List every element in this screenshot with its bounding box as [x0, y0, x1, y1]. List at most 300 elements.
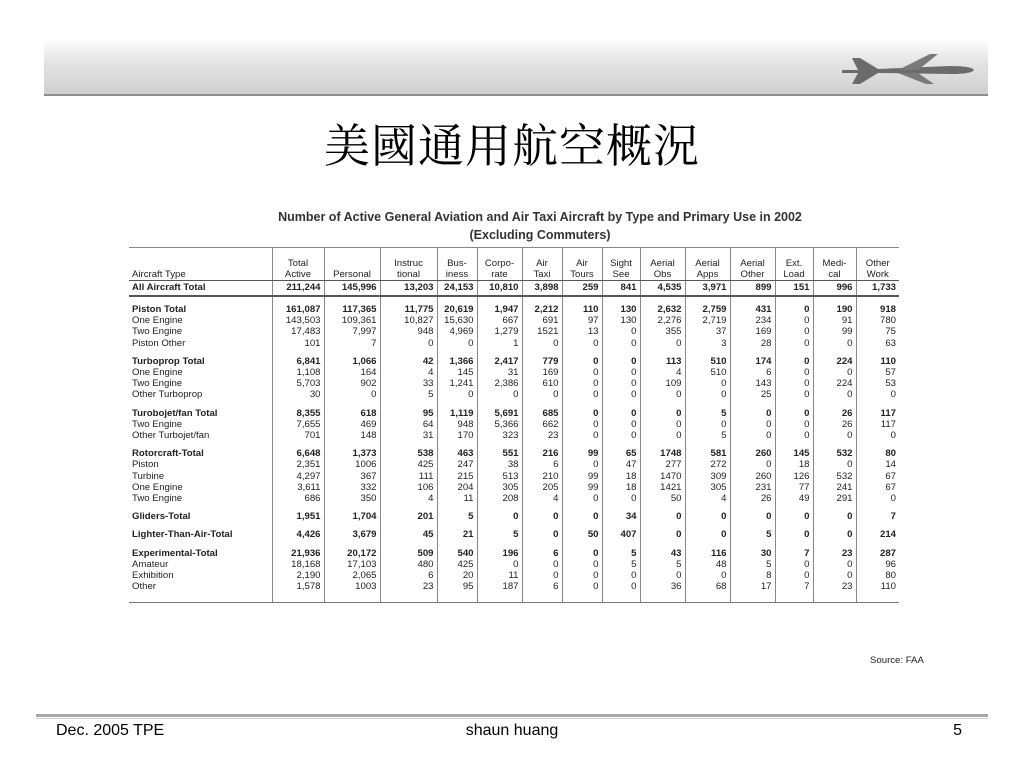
column-header	[522, 248, 562, 281]
table-cell: 0	[640, 419, 685, 430]
table-cell: 231	[730, 482, 775, 493]
table-cell: 0	[730, 419, 775, 430]
table-cell: 0	[522, 389, 562, 400]
table-cell: 224	[813, 378, 856, 389]
table-cell: 49	[775, 493, 813, 504]
table-cell: 169	[730, 326, 775, 337]
table-cell: 355	[640, 326, 685, 337]
aircraft-table	[129, 247, 899, 603]
table-cell: 5,366	[477, 419, 522, 430]
table-cell: 5,703	[272, 378, 324, 389]
table-cell: 4	[685, 493, 730, 504]
column-header-line: Aircraft Type	[132, 268, 186, 280]
table-cell: 0	[562, 570, 602, 581]
table-cell: 0	[562, 349, 602, 367]
table-cell: 241	[813, 482, 856, 493]
table-cell: 5	[477, 522, 522, 540]
table-cell: 196	[477, 541, 522, 559]
column-header-line: Taxi	[533, 268, 551, 280]
table-cell: 14	[856, 459, 899, 470]
table-body	[129, 281, 899, 603]
table-cell: 2,719	[685, 315, 730, 326]
table-cell: 25	[730, 389, 775, 400]
table-cell: 67	[856, 471, 899, 482]
table-cell: 0	[602, 419, 640, 430]
table-cell: 28	[730, 338, 775, 349]
table-cell: 4	[380, 367, 437, 378]
table-cell: 0	[685, 522, 730, 540]
table-cell: 4	[522, 493, 562, 504]
table-cell: 5	[730, 522, 775, 540]
table-cell: 1,108	[272, 367, 324, 378]
column-header	[437, 248, 477, 281]
table-cell: 7	[775, 581, 813, 603]
footer-author: shaun huang	[465, 722, 559, 739]
table-cell: 0	[730, 430, 775, 441]
table-cell: 50	[562, 522, 602, 540]
table-cell: 205	[522, 482, 562, 493]
table-cell: 99	[813, 326, 856, 337]
table-cell: 0	[324, 389, 380, 400]
caption-line-2: (Excluding Commuters)	[469, 228, 611, 242]
table-cell: 5	[602, 541, 640, 559]
table-cell: 99	[562, 441, 602, 459]
table-cell: 5	[437, 504, 477, 522]
table-cell: 91	[813, 315, 856, 326]
table-cell: 80	[856, 570, 899, 581]
table-cell: 1470	[640, 471, 685, 482]
table-cell: 53	[856, 378, 899, 389]
table-cell: 95	[380, 401, 437, 419]
table-header-row	[129, 248, 899, 281]
table-cell: 6	[522, 459, 562, 470]
table-cell: 0	[685, 504, 730, 522]
table-cell: 7,997	[324, 326, 380, 337]
table-cell: 13,203	[380, 281, 437, 297]
table-cell: 0	[562, 541, 602, 559]
table-cell: 161,087	[272, 296, 324, 315]
table-cell: 23	[380, 581, 437, 603]
table-cell: 0	[562, 367, 602, 378]
table-cell: 1003	[324, 581, 380, 603]
table-cell: 277	[640, 459, 685, 470]
table-row	[129, 338, 899, 349]
table-cell: 0	[602, 326, 640, 337]
row-label: Piston	[132, 459, 159, 471]
row-label: Rotorcraft-Total	[132, 448, 204, 460]
table-cell: 45	[380, 522, 437, 540]
table-cell: 0	[477, 389, 522, 400]
table-row	[129, 378, 899, 389]
table-cell: 0	[477, 559, 522, 570]
table-cell: 272	[685, 459, 730, 470]
table-cell: 0	[602, 401, 640, 419]
table-cell: 0	[522, 559, 562, 570]
table-cell: 0	[775, 522, 813, 540]
row-label: Piston Total	[132, 304, 187, 315]
table-cell: 0	[562, 419, 602, 430]
table-cell: 7,655	[272, 419, 324, 430]
table-cell: 6	[522, 541, 562, 559]
table-cell: 0	[562, 559, 602, 570]
table-cell: 101	[272, 338, 324, 349]
table-cell: 948	[437, 419, 477, 430]
table-cell: 6	[380, 570, 437, 581]
table-cell: 323	[477, 430, 522, 441]
table-cell: 5	[602, 559, 640, 570]
table-cell: 2,417	[477, 349, 522, 367]
column-header-line: Other	[865, 257, 890, 269]
table-cell: 75	[856, 326, 899, 337]
table-row	[129, 441, 899, 459]
column-header	[380, 248, 437, 281]
table-cell: 0	[856, 493, 899, 504]
table-cell: 0	[775, 315, 813, 326]
table-cell: 113	[640, 349, 685, 367]
column-header-line: Personal	[333, 268, 371, 280]
table-cell: 431	[730, 296, 775, 315]
table-cell: 33	[380, 378, 437, 389]
column-header-line: Total	[287, 257, 309, 269]
table-cell: 4	[380, 493, 437, 504]
source-note: Source: FAA	[870, 655, 924, 666]
row-label: Lighter-Than-Air-Total	[132, 529, 233, 541]
table-cell: 309	[685, 471, 730, 482]
column-header	[730, 248, 775, 281]
table-row	[129, 401, 899, 419]
column-header	[324, 248, 380, 281]
table-cell: 0	[640, 389, 685, 400]
table-cell: 0	[775, 430, 813, 441]
column-header-line: rate	[491, 268, 508, 280]
table-cell: 0	[775, 389, 813, 400]
table-cell: 0	[813, 459, 856, 470]
table-cell: 0	[640, 338, 685, 349]
table-cell: 18,168	[272, 559, 324, 570]
row-label: Turobojet/fan Total	[132, 407, 218, 419]
table-cell: 57	[856, 367, 899, 378]
column-header-line: Instruc	[394, 257, 423, 269]
table-cell: 350	[324, 493, 380, 504]
table-cell: 0	[813, 522, 856, 540]
table-cell: 0	[730, 504, 775, 522]
table-cell: 0	[775, 378, 813, 389]
table-cell: 151	[775, 281, 813, 297]
table-cell: 0	[685, 389, 730, 400]
column-header	[477, 248, 522, 281]
row-label: Two Engine	[132, 493, 183, 505]
row-label: Gliders-Total	[132, 511, 191, 523]
table-cell: 8	[730, 570, 775, 581]
table-row	[129, 570, 899, 581]
table-cell: 97	[562, 315, 602, 326]
table-cell: 540	[437, 541, 477, 559]
table-cell: 0	[477, 504, 522, 522]
table-cell: 948	[380, 326, 437, 337]
table-cell: 0	[522, 522, 562, 540]
table-cell: 148	[324, 430, 380, 441]
column-header-line: Bus-	[447, 257, 467, 269]
table-cell: 513	[477, 471, 522, 482]
table-cell: 0	[813, 430, 856, 441]
table-cell: 0	[685, 570, 730, 581]
table-cell: 332	[324, 482, 380, 493]
table-row	[129, 389, 899, 400]
table-cell: 2,351	[272, 459, 324, 470]
table-cell: 224	[813, 349, 856, 367]
table-row	[129, 326, 899, 337]
table-cell: 0	[640, 504, 685, 522]
table-cell: 407	[602, 522, 640, 540]
table-row	[129, 541, 899, 559]
table-cell: 1421	[640, 482, 685, 493]
table-cell: 0	[562, 459, 602, 470]
table-row	[129, 430, 899, 441]
table-cell: 1	[477, 338, 522, 349]
table-cell: 26	[813, 401, 856, 419]
row-label: One Engine	[132, 367, 183, 379]
column-header-line: Medi-	[822, 257, 847, 269]
table-cell: 532	[813, 471, 856, 482]
table-cell: 0	[562, 338, 602, 349]
table-cell: 538	[380, 441, 437, 459]
table-cell: 2,212	[522, 296, 562, 315]
table-cell: 0	[602, 378, 640, 389]
table-cell: 20	[437, 570, 477, 581]
airplane-icon	[838, 50, 978, 86]
table-cell: 214	[856, 522, 899, 540]
table-cell: 4,535	[640, 281, 685, 297]
table-row	[129, 581, 899, 603]
table-cell: 0	[775, 367, 813, 378]
table-cell: 110	[856, 581, 899, 603]
slide-title: 美國通用航空概況	[324, 119, 700, 173]
table-cell: 0	[562, 401, 602, 419]
table-cell: 0	[730, 401, 775, 419]
table-cell: 0	[813, 559, 856, 570]
column-header-line: Load	[783, 268, 805, 280]
table-cell: 77	[775, 482, 813, 493]
row-label: Amateur	[132, 558, 169, 570]
table-cell: 0	[602, 349, 640, 367]
table-cell: 109,361	[324, 315, 380, 326]
table-cell: 0	[380, 338, 437, 349]
table-cell: 305	[685, 482, 730, 493]
table-cell: 18	[775, 459, 813, 470]
table-cell: 618	[324, 401, 380, 419]
row-label: Two Engine	[132, 378, 183, 390]
table-cell: 0	[562, 378, 602, 389]
table-cell: 291	[813, 493, 856, 504]
table-row	[129, 349, 899, 367]
table-cell: 21	[437, 522, 477, 540]
table-cell: 17,483	[272, 326, 324, 337]
column-header	[602, 248, 640, 281]
row-label: One Engine	[132, 315, 183, 327]
table-cell: 26	[730, 493, 775, 504]
table-cell: 551	[477, 441, 522, 459]
table-cell: 164	[324, 367, 380, 378]
table-cell: 0	[775, 570, 813, 581]
table-cell: 68	[685, 581, 730, 603]
table-cell: 367	[324, 471, 380, 482]
table-cell: 20,619	[437, 296, 477, 315]
table-cell: 23	[813, 581, 856, 603]
table-cell: 80	[856, 441, 899, 459]
row-label: Two Engine	[132, 418, 183, 430]
table-cell: 1,066	[324, 349, 380, 367]
table-cell: 3,611	[272, 482, 324, 493]
table-cell: 2,065	[324, 570, 380, 581]
table-cell: 4,969	[437, 326, 477, 337]
table-cell: 64	[380, 419, 437, 430]
table-cell: 24,153	[437, 281, 477, 297]
table-cell: 0	[602, 581, 640, 603]
table-cell: 425	[380, 459, 437, 470]
column-header-line: Active	[284, 268, 312, 280]
table-cell: 0	[813, 504, 856, 522]
table-cell: 116	[685, 541, 730, 559]
table-cell: 0	[602, 389, 640, 400]
table-cell: 0	[775, 338, 813, 349]
table-cell: 260	[730, 441, 775, 459]
table-cell: 34	[602, 504, 640, 522]
table-cell: 13	[562, 326, 602, 337]
table-cell: 17	[730, 581, 775, 603]
table-cell: 6,841	[272, 349, 324, 367]
table-cell: 0	[602, 430, 640, 441]
header-divider	[44, 94, 988, 96]
table-cell: 1,951	[272, 504, 324, 522]
table-cell: 30	[272, 389, 324, 400]
table-row	[129, 459, 899, 470]
table-cell: 145	[437, 367, 477, 378]
table-cell: 65	[602, 441, 640, 459]
table-cell: 0	[775, 401, 813, 419]
table-cell: 20,172	[324, 541, 380, 559]
table-cell: 8,355	[272, 401, 324, 419]
table-cell: 0	[602, 570, 640, 581]
table-cell: 67	[856, 482, 899, 493]
table-cell: 509	[380, 541, 437, 559]
table-cell: 130	[602, 296, 640, 315]
column-header-line: Aerial	[740, 257, 765, 269]
table-cell: 99	[562, 482, 602, 493]
table-cell: 510	[685, 367, 730, 378]
table-cell: 691	[522, 315, 562, 326]
table-cell: 0	[562, 581, 602, 603]
column-header	[640, 248, 685, 281]
table-cell: 0	[562, 504, 602, 522]
table-row	[129, 315, 899, 326]
table-cell: 0	[602, 367, 640, 378]
footer-divider-thin	[36, 718, 988, 719]
table-cell: 5	[685, 401, 730, 419]
table-cell: 902	[324, 378, 380, 389]
table-cell: 18	[602, 471, 640, 482]
table-cell: 996	[813, 281, 856, 297]
table-cell: 17,103	[324, 559, 380, 570]
table-cell: 0	[775, 504, 813, 522]
table-cell: 0	[522, 504, 562, 522]
table-cell: 701	[272, 430, 324, 441]
table-cell: 11	[477, 570, 522, 581]
table-cell: 187	[477, 581, 522, 603]
column-header-line: Air	[576, 257, 588, 269]
table-cell: 170	[437, 430, 477, 441]
table-cell: 130	[602, 315, 640, 326]
table-cell: 1,947	[477, 296, 522, 315]
table-cell: 0	[856, 389, 899, 400]
table-cell: 0	[775, 296, 813, 315]
table-cell: 2,190	[272, 570, 324, 581]
column-header	[685, 248, 730, 281]
table-row	[129, 471, 899, 482]
table-cell: 581	[685, 441, 730, 459]
table-cell: 174	[730, 349, 775, 367]
table-cell: 5	[730, 559, 775, 570]
table-cell: 1521	[522, 326, 562, 337]
row-label: Turbine	[132, 470, 165, 482]
table-cell: 0	[562, 389, 602, 400]
table-cell: 1,733	[856, 281, 899, 297]
column-header-line: Work	[866, 268, 889, 280]
table-cell: 1006	[324, 459, 380, 470]
table-cell: 169	[522, 367, 562, 378]
table-cell: 23	[522, 430, 562, 441]
row-label: Turboprop Total	[132, 355, 205, 367]
column-header	[562, 248, 602, 281]
table-cell: 106	[380, 482, 437, 493]
table-cell: 11	[437, 493, 477, 504]
table-cell: 0	[813, 367, 856, 378]
column-header-line: See	[612, 268, 630, 280]
table-cell: 2,276	[640, 315, 685, 326]
table-cell: 5	[640, 559, 685, 570]
table-cell: 126	[775, 471, 813, 482]
table-cell: 662	[522, 419, 562, 430]
table-cell: 0	[437, 338, 477, 349]
row-label: Other Turboprop	[132, 389, 203, 401]
table-cell: 2,759	[685, 296, 730, 315]
table-cell: 779	[522, 349, 562, 367]
table-cell: 10,827	[380, 315, 437, 326]
table-cell: 5	[380, 389, 437, 400]
row-label: Two Engine	[132, 326, 183, 338]
table-cell: 305	[477, 482, 522, 493]
table-cell: 43	[640, 541, 685, 559]
table-cell: 0	[522, 338, 562, 349]
table-row	[129, 281, 899, 297]
column-header-line: Aerial	[650, 257, 675, 269]
table-cell: 6	[522, 581, 562, 603]
table-cell: 0	[640, 570, 685, 581]
table-cell: 37	[685, 326, 730, 337]
table-cell: 11,775	[380, 296, 437, 315]
table-cell: 0	[562, 430, 602, 441]
table-cell: 0	[522, 570, 562, 581]
table-cell: 480	[380, 559, 437, 570]
table-cell: 1,366	[437, 349, 477, 367]
row-label: All Aircraft Total	[129, 281, 272, 297]
table-cell: 23	[813, 541, 856, 559]
table-cell: 6,648	[272, 441, 324, 459]
column-header-line: Obs	[653, 268, 672, 280]
column-header	[813, 248, 856, 281]
table-cell: 259	[562, 281, 602, 297]
column-header-line: Aerial	[695, 257, 720, 269]
table-cell: 0	[813, 338, 856, 349]
